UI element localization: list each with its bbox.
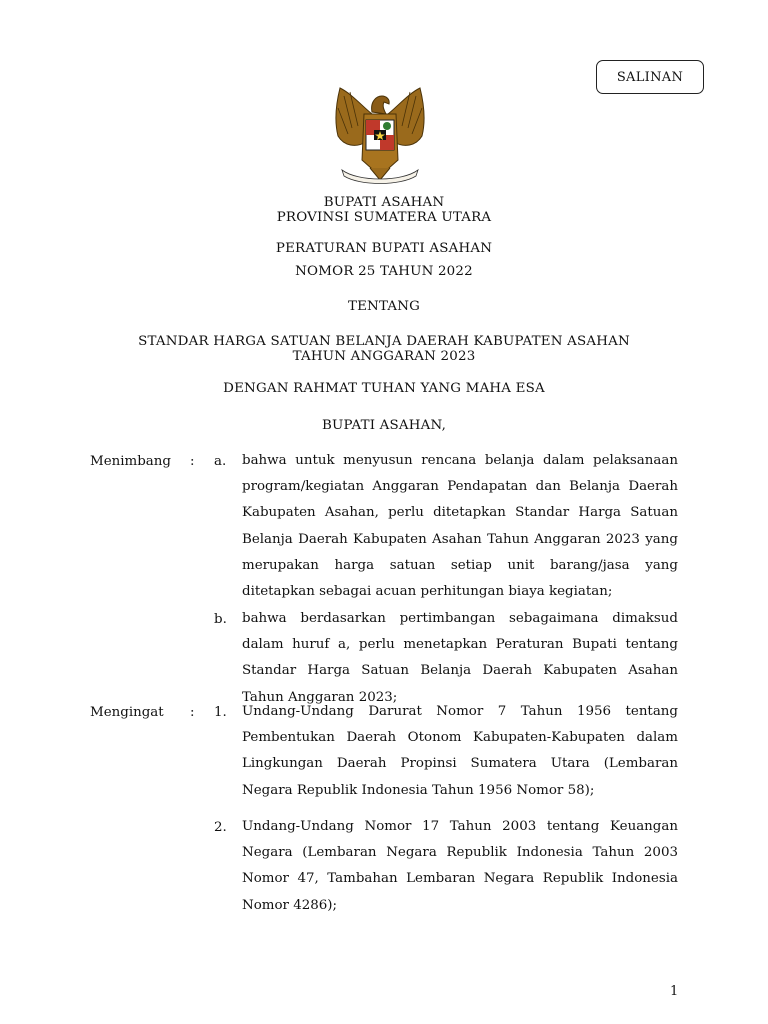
- subject-line-2: TAHUN ANGGARAN 2023: [292, 349, 476, 364]
- item-marker: b.: [214, 612, 227, 627]
- menimbang-item-b: bahwa berdasarkan pertimbangan sebagaimana dimaksud dalam huruf a, perlu menetapkan Peraturan Bupati tentang Standar Harga Satuan Belanja Daerah Kabupaten Asahan Tahun Anggaran 2023;: [242, 611, 678, 705]
- regent-title: BUPATI ASAHAN: [323, 195, 445, 210]
- mengingat-colon: :: [190, 705, 195, 720]
- item-marker: a.: [214, 454, 227, 469]
- page-number: 1: [670, 984, 679, 999]
- subject-line-1: STANDAR HARGA SATUAN BELANJA DAERAH KABUPATEN ASAHAN: [138, 334, 630, 349]
- official-line: BUPATI ASAHAN,: [321, 418, 447, 433]
- mengingat-item-1: Undang-Undang Darurat Nomor 7 Tahun 1956 tentang Pembentukan Daerah Otonom Kabupaten-Kabupaten dalam Lingkungan Daerah Propinsi Sumatera Utara (Lembaran Negara Republik Indonesia Tahun 1956 Nomor 58);: [242, 704, 678, 798]
- salinan-stamp: SALINAN: [596, 60, 704, 94]
- mengingat-label: Mengingat: [90, 705, 164, 720]
- province-title: PROVINSI SUMATERA UTARA: [276, 210, 492, 225]
- menimbang-colon: :: [190, 454, 195, 469]
- blessing-line: DENGAN RAHMAT TUHAN YANG MAHA ESA: [223, 381, 545, 396]
- regulation-title: PERATURAN BUPATI ASAHAN: [275, 241, 493, 256]
- item-marker: 1.: [214, 705, 227, 720]
- garuda-pancasila-emblem-icon: [322, 84, 438, 190]
- item-marker: 2.: [214, 820, 227, 835]
- about-heading: TENTANG: [347, 299, 421, 314]
- regulation-number: NOMOR 25 TAHUN 2022: [295, 264, 473, 279]
- menimbang-item-a: bahwa untuk menyusun rencana belanja dalam pelaksanaan program/kegiatan Anggaran Pendapatan dan Belanja Daerah Kabupaten Asahan, perlu ditetapkan Standar Harga Satuan Belanja Daerah Kabupaten Asahan Tahun Anggaran 2023 yang merupakan harga satuan setiap unit barang/jasa yang ditetapkan sebagai acuan perhitungan biaya kegiatan;: [242, 453, 678, 600]
- mengingat-item-2: Undang-Undang Nomor 17 Tahun 2003 tentang Keuangan Negara (Lembaran Negara Republik Indonesia Tahun 2003 Nomor 47, Tambahan Lembaran Negara Republik Indonesia Nomor 4286);: [242, 819, 678, 913]
- menimbang-label: Menimbang: [90, 454, 171, 469]
